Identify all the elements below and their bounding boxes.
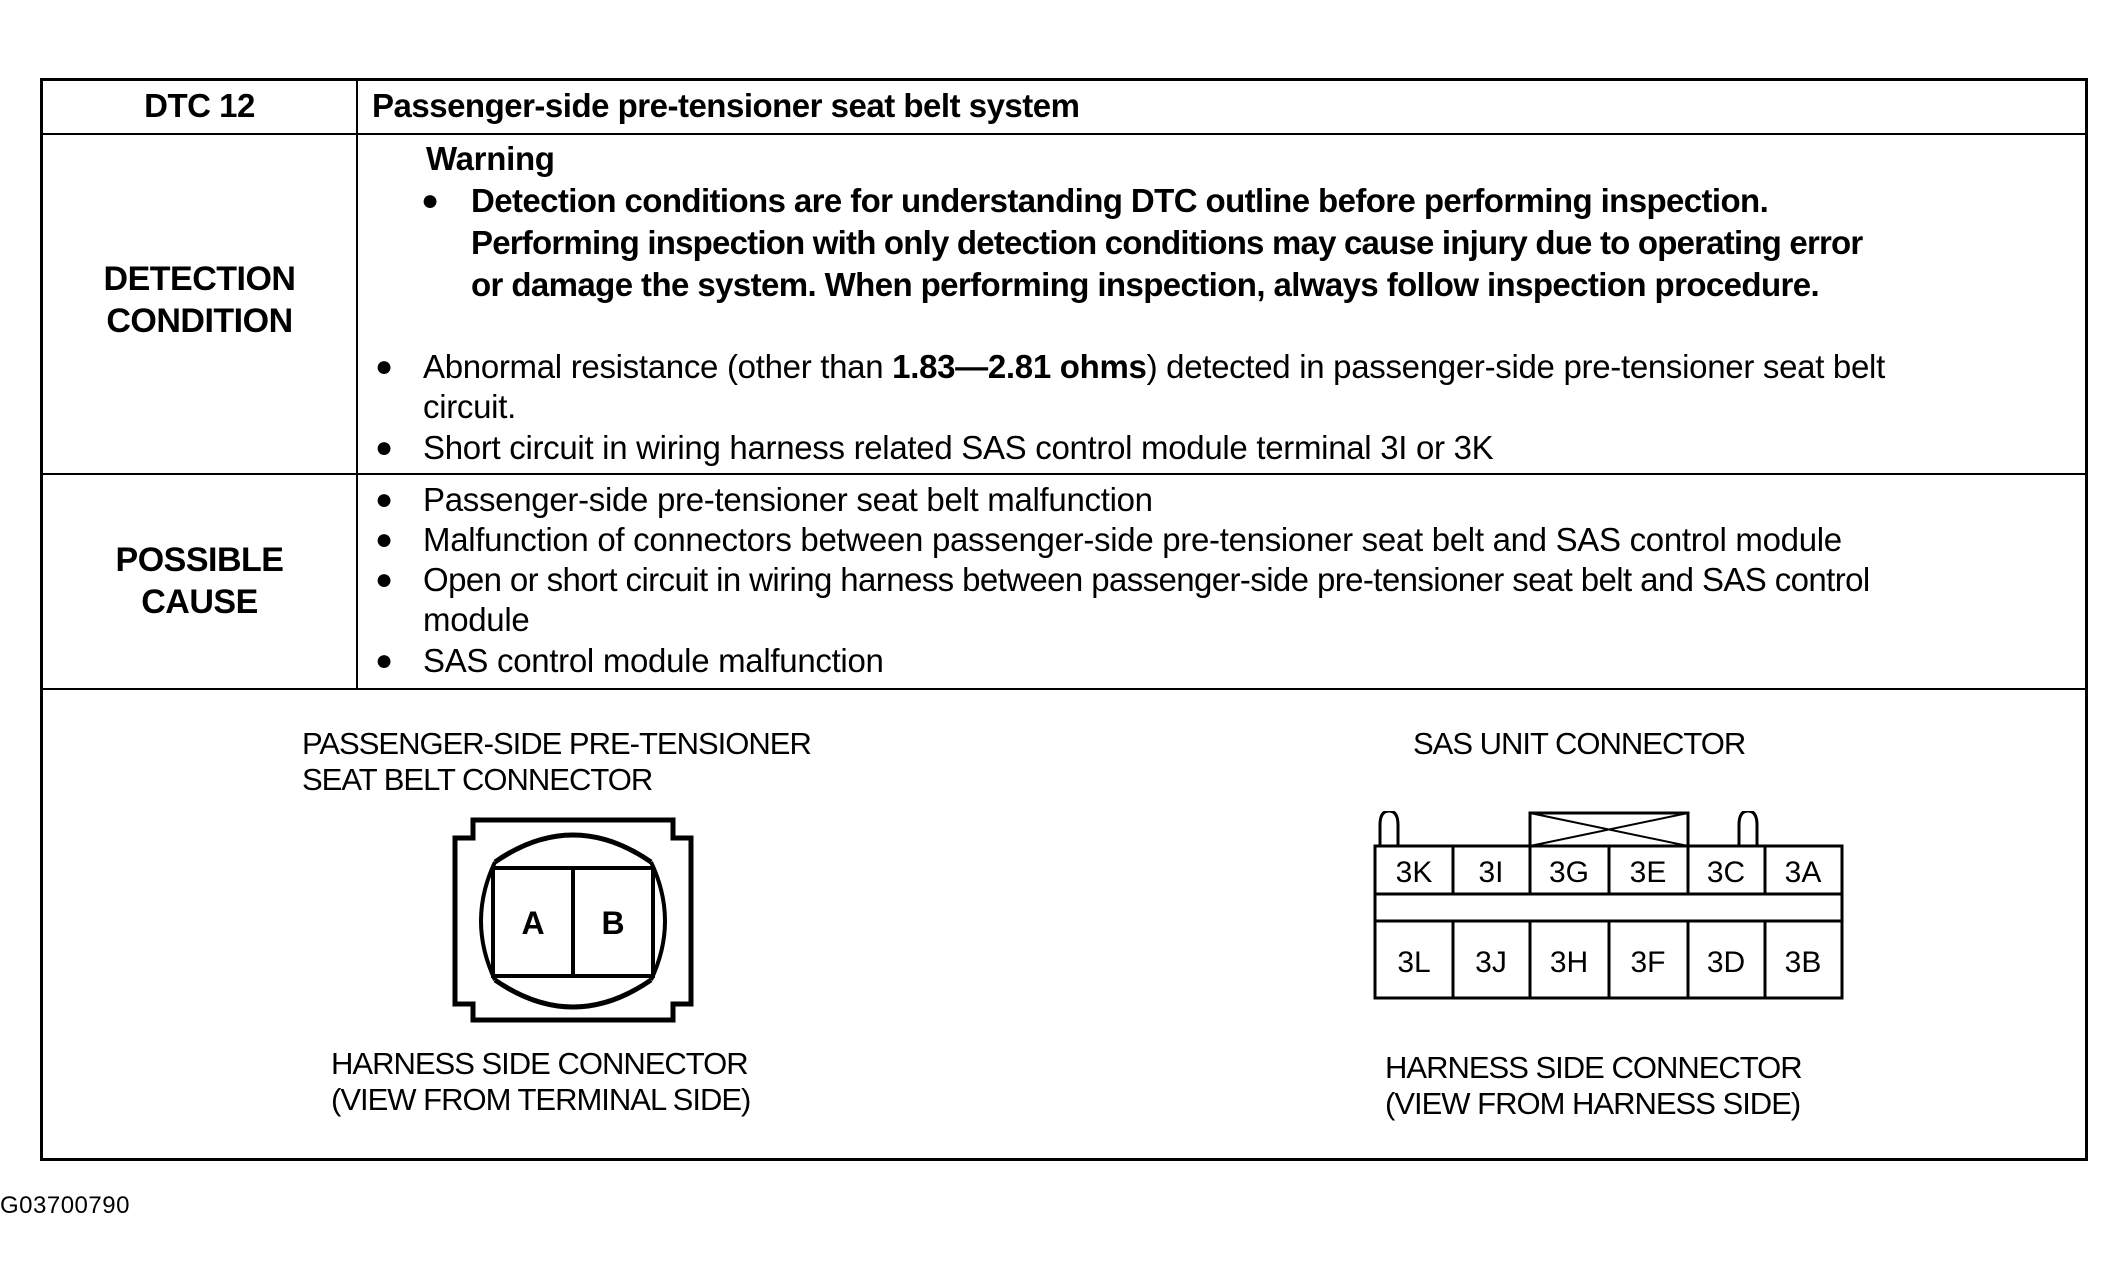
warning-text-line: or damage the system. When performing inspection, always follow inspection procedure. — [471, 266, 1820, 303]
cause-item-continuation: module — [423, 601, 530, 638]
bullet-icon: ● — [375, 644, 394, 677]
terminal-label: 3C — [1706, 856, 1746, 889]
terminal-label: 3H — [1549, 946, 1589, 979]
label-line: DETECTION — [103, 260, 296, 298]
cause-item: SAS control module malfunction — [423, 642, 884, 679]
terminal-label: 3E — [1629, 856, 1667, 889]
detection-item-continuation: circuit. — [423, 388, 516, 425]
detection-item: Short circuit in wiring harness related SAS control module terminal 3I or 3K — [423, 429, 1494, 466]
cause-item: Open or short circuit in wiring harness between passenger-side pre-tensioner seat belt and SAS control — [423, 561, 1870, 598]
dtc-code: DTC 12 — [144, 87, 255, 124]
left-connector-caption: (VIEW FROM TERMINAL SIDE) — [331, 1082, 751, 1117]
bullet-icon: ● — [375, 350, 394, 383]
bullet-icon: ● — [375, 483, 394, 516]
terminal-label: 3L — [1397, 946, 1431, 979]
left-connector-caption: HARNESS SIDE CONNECTOR — [331, 1046, 748, 1081]
terminal-label: 3G — [1548, 856, 1590, 889]
sas-unit-connector-diagram — [1373, 811, 1863, 1011]
right-connector-title: SAS UNIT CONNECTOR — [1413, 726, 1746, 761]
possible-cause-label — [43, 539, 356, 623]
terminal-a-label: A — [521, 905, 545, 941]
resistance-value: 1.83—2.81 ohms — [892, 348, 1147, 385]
terminal-label: 3K — [1395, 856, 1433, 889]
dtc-table — [40, 78, 2088, 1161]
seat-belt-connector-diagram — [433, 814, 733, 1034]
label-line: CAUSE — [141, 583, 258, 621]
figure-code: G03700790 — [0, 1192, 130, 1219]
terminal-label: 3J — [1475, 946, 1507, 979]
bullet-icon: ● — [421, 184, 440, 217]
terminal-label: 3D — [1706, 946, 1746, 979]
dtc-title: Passenger-side pre-tensioner seat belt system — [372, 87, 1080, 124]
label-line: POSSIBLE — [115, 541, 284, 579]
item-text: Abnormal resistance (other than — [423, 348, 893, 385]
cause-item: Passenger-side pre-tensioner seat belt malfunction — [423, 481, 1153, 518]
bullet-icon: ● — [375, 523, 394, 556]
row-divider — [43, 473, 2085, 475]
warning-title: Warning — [426, 140, 555, 177]
detection-item — [423, 347, 1885, 387]
cause-item: Malfunction of connectors between passenger-side pre-tensioner seat belt and SAS control module — [423, 521, 1842, 558]
label-line: CONDITION — [106, 302, 293, 340]
item-text: ) detected in passenger-side pre-tensioner seat belt — [1146, 348, 1885, 385]
bullet-icon: ● — [375, 431, 394, 464]
connector-latch — [1380, 811, 1398, 846]
right-connector-caption: (VIEW FROM HARNESS SIDE) — [1385, 1086, 1801, 1121]
left-connector-title: PASSENGER-SIDE PRE-TENSIONER — [302, 726, 811, 761]
column-divider — [356, 81, 358, 688]
terminal-b-label: B — [601, 905, 625, 941]
terminal-label: 3F — [1630, 946, 1666, 979]
terminal-label: 3A — [1784, 856, 1822, 889]
bullet-icon: ● — [375, 563, 394, 596]
left-connector-title: SEAT BELT CONNECTOR — [302, 762, 653, 797]
warning-text-line: Performing inspection with only detection conditions may cause injury due to operating error — [471, 224, 1863, 261]
terminal-label: 3B — [1784, 946, 1822, 979]
detection-condition-label — [43, 258, 356, 342]
warning-text-line: Detection conditions are for understanding DTC outline before performing inspection. — [471, 182, 1769, 219]
right-connector-caption: HARNESS SIDE CONNECTOR — [1385, 1050, 1802, 1085]
connector-latch — [1739, 811, 1757, 846]
connector-bottom-arc — [495, 980, 651, 1007]
terminal-label: 3I — [1478, 856, 1504, 889]
connector-top-arc — [495, 835, 651, 862]
row-divider — [43, 688, 2085, 690]
row-divider — [43, 133, 2085, 135]
